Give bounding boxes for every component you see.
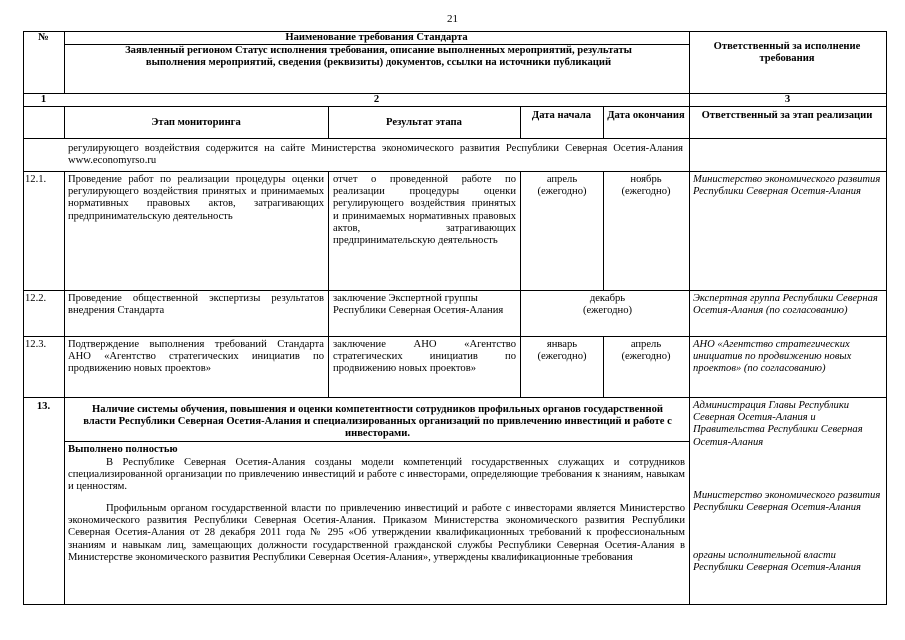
row-12-2-result: заключение Экспертной группы Республики Северная Осетия-Алания <box>333 293 504 317</box>
page-number: 21 <box>447 13 458 25</box>
row-12-2-dates: декабрь (ежегодно) <box>582 293 633 317</box>
row-12-1-number: 12.1. <box>25 174 47 185</box>
section-13-paragraph-1: В Республике Северная Осетия-Алания созданы модели компетенций государственных служащих и сотрудников специализированной организации по привлечению инвестиций и работе с инвесторами, определяющие требования к знаниям, навыкам и ценностям. <box>68 457 685 493</box>
row-12-2-stage: Проведение общественной экспертизы результатов внедрения Стандарта <box>68 293 324 317</box>
section-13-status: Выполнено полностью <box>68 444 178 455</box>
status-description-header: Заявленный регионом Статус исполнения требования, описание выполненных мероприятий, результаты выполнения мероприятий, сведения (реквизиты) документов, ссылки на источники публикаций <box>125 45 632 69</box>
stage-responsible-header: Ответственный за этап реализации <box>701 110 873 121</box>
row-12-1-end: ноябрь (ежегодно) <box>621 174 671 198</box>
start-date-header: Дата начала <box>531 110 592 121</box>
row-12-3-end: апрель (ежегодно) <box>621 339 671 363</box>
column-number-1: 1 <box>40 94 47 105</box>
row-12-1-stage: Проведение работ по реализации процедуры оценки регулирующего воздействия принятых и принимаемых нормативных правовых актов, затрагивающих предпринимательскую деятельность <box>68 174 324 222</box>
requirement-title-header: Наименование требования Стандарта <box>285 32 468 43</box>
num-header: № <box>38 32 49 43</box>
section-13-responsible-1: Администрация Главы Республики Северная Осетия-Алания и Правительства Республики Северная Осетия-Алания <box>693 400 863 448</box>
row-12-3-number: 12.3. <box>25 339 47 350</box>
row-12-3-stage: Подтверждение выполнения требований Стандарта АНО «Агентство стратегических инициатив по продвижению новых проектов» <box>68 339 324 375</box>
section-13-responsible-2: Министерство экономического развития Республики Северная Осетия-Алания <box>693 490 881 514</box>
section-13-paragraph-2: Профильным органом государственной власти по привлечению инвестиций и работе с инвесторами является Министерство экономического развития Республики Северная Осетия-Алания. Приказом Министерства экономического развития Республики Северная Осетия-Алания от 28 декабря 2011 года № 295 «Об утверждении квалификационных требований к профессиональным знаниям и навыкам лиц, замещающих должности государственной гражданской службы Республики Северная Осетия-Алания в Министерстве экономического развития Республики Северная Осетия-Алания», утверждены квалификационные требования <box>68 503 685 563</box>
end-date-header: Дата окончания <box>607 110 685 121</box>
row-12-2-responsible: Экспертная группа Республики Северная Осетия-Алания (по согласованию) <box>693 293 878 317</box>
row-12-1-result: отчет о проведенной работе по реализации процедуры оценки регулирующего воздействия принятых и принимаемых нормативных правовых актов, затрагивающих предпринимательскую деятельность <box>333 174 516 247</box>
row-12-2-number: 12.2. <box>25 293 47 304</box>
section-13-responsible-3: органы исполнительной власти Республики Северная Осетия-Алания <box>693 550 861 574</box>
section-13-title: Наличие системы обучения, повышения и оценки компетентности сотрудников профильных органов государственной власти Республики Северная Осетия-Алания и специализированных организаций по привлечению инвестиций и работе с инвесторами. <box>83 404 672 440</box>
row-12-1-start: апрель (ежегодно) <box>537 174 587 198</box>
result-header: Результат этапа <box>386 117 462 128</box>
row-12-3-result: заключение АНО «Агентство стратегических инициатив по продвижению новых проектов» <box>333 339 516 375</box>
continuation-text: регулирующего воздействия содержится на сайте Министерства экономического развития Республики Северная Осетия-Алания www.economyrso.ru <box>68 143 683 167</box>
stage-header: Этап мониторинга <box>151 117 241 128</box>
responsible-header: Ответственный за исполнение требования <box>713 41 861 65</box>
row-12-3-start: январь (ежегодно) <box>537 339 587 363</box>
column-number-3: 3 <box>784 94 791 105</box>
row-12-3-responsible: АНО «Агентство стратегических инициатив по продвижению новых проектов» (по согласованию) <box>693 339 852 375</box>
row-12-1-responsible: Министерство экономического развития Республики Северная Осетия-Алания <box>693 174 881 198</box>
section-13-number: 13. <box>36 401 51 412</box>
column-number-2: 2 <box>373 94 380 105</box>
